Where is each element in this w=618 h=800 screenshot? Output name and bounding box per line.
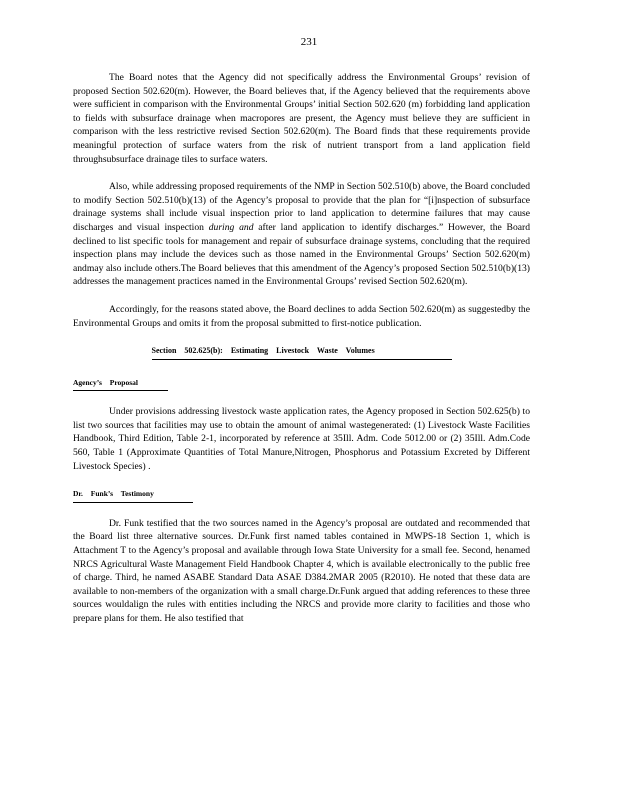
paragraph-agency-proposal: Under provisions addressing livestock waste application rates, the Agency proposed in Section 502.625(b) to list two sources that facilities may use to obtain the amount of animal wastegenerated: (1) Livestock Waste Facilities Handbook, Third Edition, Table 2-1, incorporated by reference at 35Ill. Adm. Code 5012.00 or (2) 35Ill. Adm.Code 560, Table 1 (Approximate Quantities of Total Manure,Nitrogen, Phosphorus and Potassium Excreted by Different Livestock Species) . (73, 406, 530, 472)
italic-phrase: during and (208, 221, 254, 233)
section-heading-text: Section 502.625(b): Estimating Livestock Waste Volumes (152, 344, 452, 360)
paragraph-board-notes: The Board notes that the Agency did not specifically address the Environmental Groups’ revision of proposed Section 502.620(m). However, the Board believes that, if the Agency believed that the requirements above were sufficient in comparison with the Environmental Groups’ initial Section 502.620 (m) forbidding land application to fields with subsurface drainage when macropores are present, the Agency must believe they are sufficient in comparison with the less restrictive revised Section 502.620(m). The Board finds that these requirements provide meaningful protection of surface waters from the risk of nutrient transport from a land application field throughsubsurface drainage tiles to surface waters. (73, 72, 530, 165)
agency-proposal-heading-text: Agency’s Proposal (73, 376, 168, 392)
funk-testimony-heading (73, 487, 530, 503)
paragraph-text: Also, while addressing proposed requirements of the NMP in Section 502.510(b) above, the Board concluded to modify Section 502.510(b)(13) of the Agency’s proposal to provide that the plan for “[i]nspection of subsurface drainage systems shall include visual inspection prior to land application to determine failures that may cause discharges and visual inspection (73, 181, 530, 233)
paragraph-text-continued: after land application to identify discharges.” However, the Board declined to list specific tools for management and repair of subsurface drainage systems, concluding that the required inspection plans may include the devices such as those named in the Environmental Groups’ Section 502.620(m) andmay also include others.The Board believes that this amendment of the Agency’s proposed Section 502.510(b)(13) addresses the management practices named in the Environmental Groups’ revised Section 502.620(m). (73, 221, 530, 288)
section-heading (73, 344, 530, 360)
paragraph-nmp-requirements (73, 180, 530, 289)
paragraph-funk-testimony: Dr. Funk testified that the two sources named in the Agency’s proposal are outdated and recommended that the Board list three alternative sources. Dr.Funk first named tables contained in MWPS-18 Section 1, which is Attachment T to the Agency’s proposal and available through Iowa State University for a small fee. Second, henamed NRCS Agricultural Waste Management Field Handbook Chapter 4, which is available electronically to the public free of charge. Third, he named ASABE Standard Data ASAE D384.2MAR 2005 (R2010). He noted that these data are available to non-members of the organization with a small charge.Dr.Funk argued that adding references to these three sources wouldalign the rules with entities including the NRCS and provide more clarity to facilities and those who prepare plans for them. He also testified that (73, 517, 530, 624)
page-number: 231 (300, 36, 318, 48)
funk-testimony-heading-text: Dr. Funk’s Testimony (73, 487, 193, 503)
paragraph-board-declines: Accordingly, for the reasons stated above, the Board declines to adda Section 502.620(m) as suggestedby the Environmental Groups and omits it from the proposal submitted to first-notice publication. (73, 303, 530, 329)
document-body (73, 71, 530, 640)
agency-proposal-heading (73, 376, 530, 392)
